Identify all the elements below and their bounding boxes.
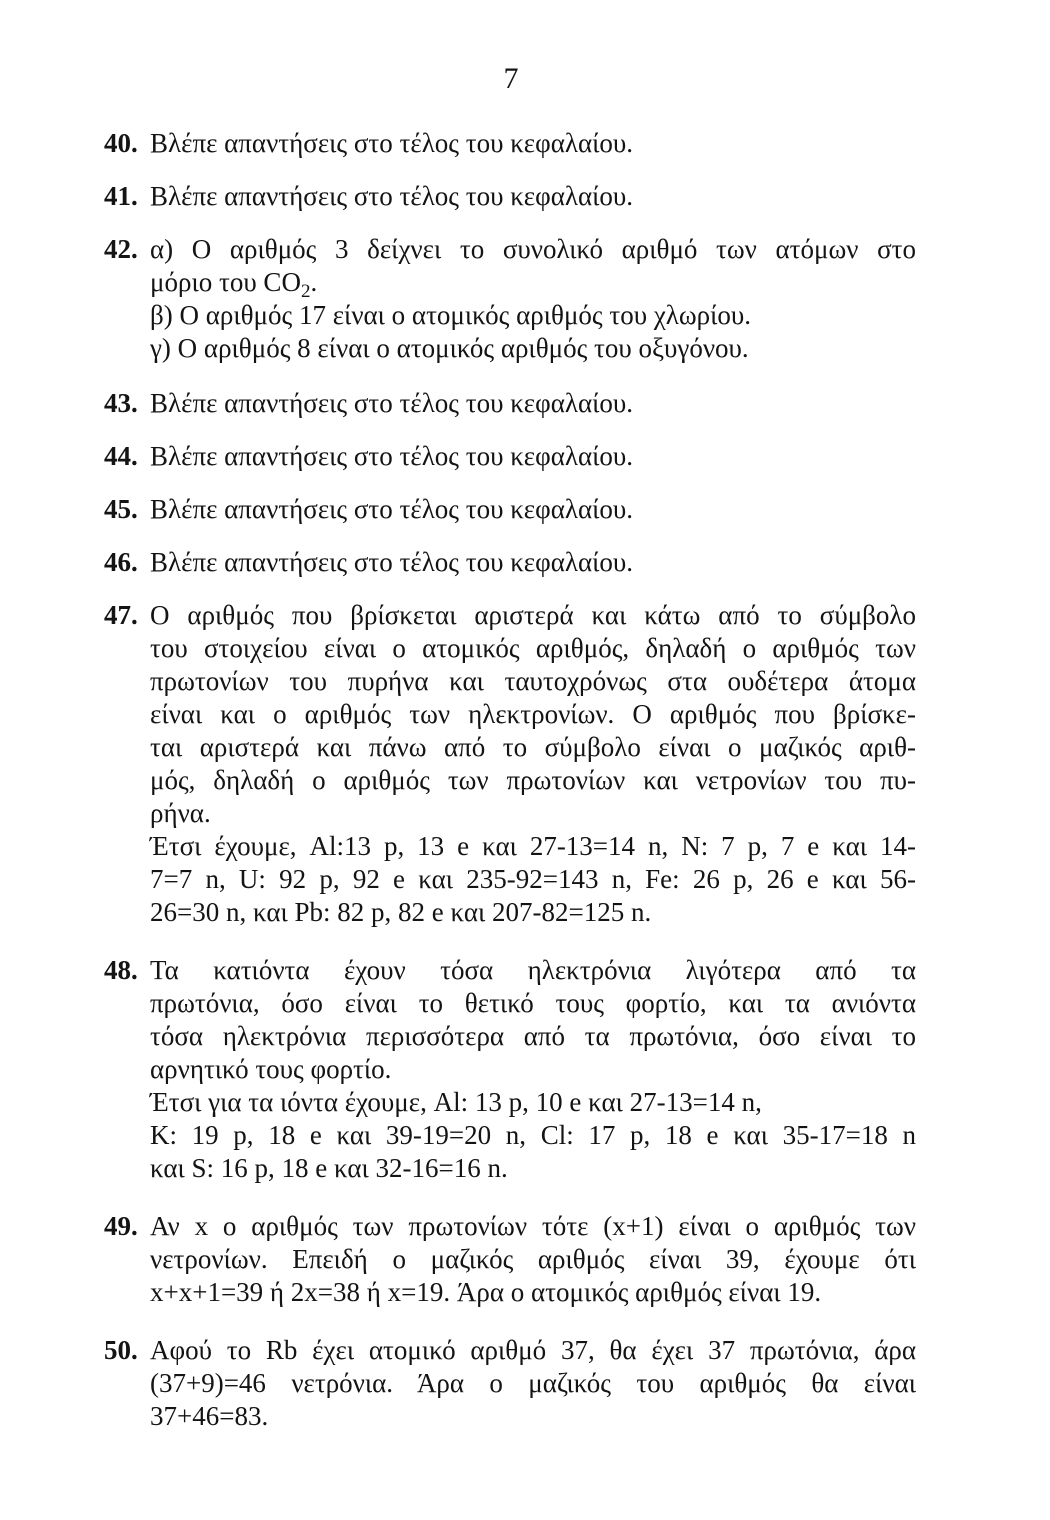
item-line: και S: 16 p, 18 e και 32-16=16 n. xyxy=(150,1153,508,1183)
answer-item-50 xyxy=(104,1334,916,1433)
item-number: 42. xyxy=(104,234,138,264)
item-line: Έτσι για τα ιόντα έχουμε, Al: 13 p, 10 e και 27-13=14 n, xyxy=(150,1087,762,1117)
item-line: Ο αριθμός που βρίσκεται αριστερά και κάτω από το σύμβολο xyxy=(150,600,916,630)
answer-item-43 xyxy=(104,387,916,420)
item-text: Βλέπε απαντήσεις στο τέλος του κεφαλαίου. xyxy=(150,181,633,211)
item-line: πρωτόνια, όσο είναι το θετικό τους φορτίο, και τα ανιόντα xyxy=(150,988,916,1018)
item-line: τόσα ηλεκτρόνια περισσότερα από τα πρωτόνια, όσο είναι το xyxy=(150,1021,916,1051)
answer-item-45 xyxy=(104,493,916,526)
answer-item-44 xyxy=(104,440,916,473)
item-number: 44. xyxy=(104,441,138,471)
item-line-co2 xyxy=(150,266,916,302)
co2-end: . xyxy=(310,267,318,297)
answer-item-46 xyxy=(104,546,916,579)
item-text: Βλέπε απαντήσεις στο τέλος του κεφαλαίου. xyxy=(150,547,633,577)
item-number: 47. xyxy=(104,600,138,630)
item-line: πρωτονίων του πυρήνα και ταυτοχρόνως στα ουδέτερα άτομα xyxy=(150,666,916,696)
item-line: K: 19 p, 18 e και 39-19=20 n, Cl: 17 p, 18 e και 35-17=18 n xyxy=(150,1120,916,1150)
item-line: αρνητικό τους φορτίο. xyxy=(150,1054,392,1084)
item-line: ται αριστερά και πάνω από το σύμβολο είναι ο μαζικός αριθ- xyxy=(150,732,916,762)
item-line: νετρονίων. Επειδή ο μαζικός αριθμός είναι 39, έχουμε ότι xyxy=(150,1244,916,1274)
answer-item-48 xyxy=(104,954,916,1185)
item-number: 41. xyxy=(104,181,138,211)
item-text: Βλέπε απαντήσεις στο τέλος του κεφαλαίου. xyxy=(150,128,633,158)
item-line: x+x+1=39 ή 2x=38 ή x=19. Άρα ο ατομικός αριθμός είναι 19. xyxy=(150,1277,822,1307)
answer-item-41 xyxy=(104,180,916,213)
item-line: α) Ο αριθμός 3 δείχνει το συνολικό αριθμό των ατόμων στο xyxy=(150,234,916,264)
item-line: 26=30 n, και Pb: 82 p, 82 e και 207-82=125 n. xyxy=(150,897,652,927)
item-number: 49. xyxy=(104,1211,138,1241)
answer-item-42 xyxy=(104,233,916,365)
answer-item-49 xyxy=(104,1210,916,1309)
item-line: (37+9)=46 νετρόνια. Άρα ο μαζικός του αριθμός θα είναι xyxy=(150,1368,916,1398)
item-line: 37+46=83. xyxy=(150,1401,269,1431)
answer-list xyxy=(104,127,916,1433)
item-line: ρήνα. xyxy=(150,798,211,828)
page-number: 7 xyxy=(503,62,519,95)
item-line: μός, δηλαδή ο αριθμός των πρωτονίων και νετρονίων του πυ- xyxy=(150,765,916,795)
item-number: 48. xyxy=(104,955,138,985)
item-text: Βλέπε απαντήσεις στο τέλος του κεφαλαίου. xyxy=(150,494,633,524)
item-line: είναι και ο αριθμός των ηλεκτρονίων. Ο αριθμός που βρίσκε- xyxy=(150,699,916,729)
item-number: 46. xyxy=(104,547,138,577)
co2-subscript: 2 xyxy=(300,281,311,302)
item-line: Έτσι έχουμε, Al:13 p, 13 e και 27-13=14 n, N: 7 p, 7 e και 14- xyxy=(150,831,916,861)
item-number: 45. xyxy=(104,494,138,524)
item-line: Τα κατιόντα έχουν τόσα ηλεκτρόνια λιγότερα από τα xyxy=(150,955,916,985)
item-line: Αφού το Rb έχει ατομικό αριθμό 37, θα έχει 37 πρωτόνια, άρα xyxy=(150,1335,916,1365)
item-line: του στοιχείου είναι ο ατομικός αριθμός, δηλαδή ο αριθμός των xyxy=(150,633,916,663)
answer-item-47 xyxy=(104,599,916,929)
item-line: 7=7 n, U: 92 p, 92 e και 235-92=143 n, Fe: 26 p, 26 e και 56- xyxy=(150,864,916,894)
item-number: 50. xyxy=(104,1335,138,1365)
item-number: 40. xyxy=(104,128,138,158)
co2-text: μόριο του CO xyxy=(150,267,301,297)
item-line: γ) Ο αριθμός 8 είναι ο ατομικός αριθμός του οξυγόνου. xyxy=(150,333,749,363)
answer-item-40 xyxy=(104,127,916,160)
item-line: Αν x ο αριθμός των πρωτονίων τότε (x+1) είναι ο αριθμός των xyxy=(150,1211,916,1241)
item-text: Βλέπε απαντήσεις στο τέλος του κεφαλαίου. xyxy=(150,388,633,418)
item-text: Βλέπε απαντήσεις στο τέλος του κεφαλαίου. xyxy=(150,441,633,471)
item-line: β) Ο αριθμός 17 είναι ο ατομικός αριθμός του χλωρίου. xyxy=(150,300,752,330)
item-number: 43. xyxy=(104,388,138,418)
